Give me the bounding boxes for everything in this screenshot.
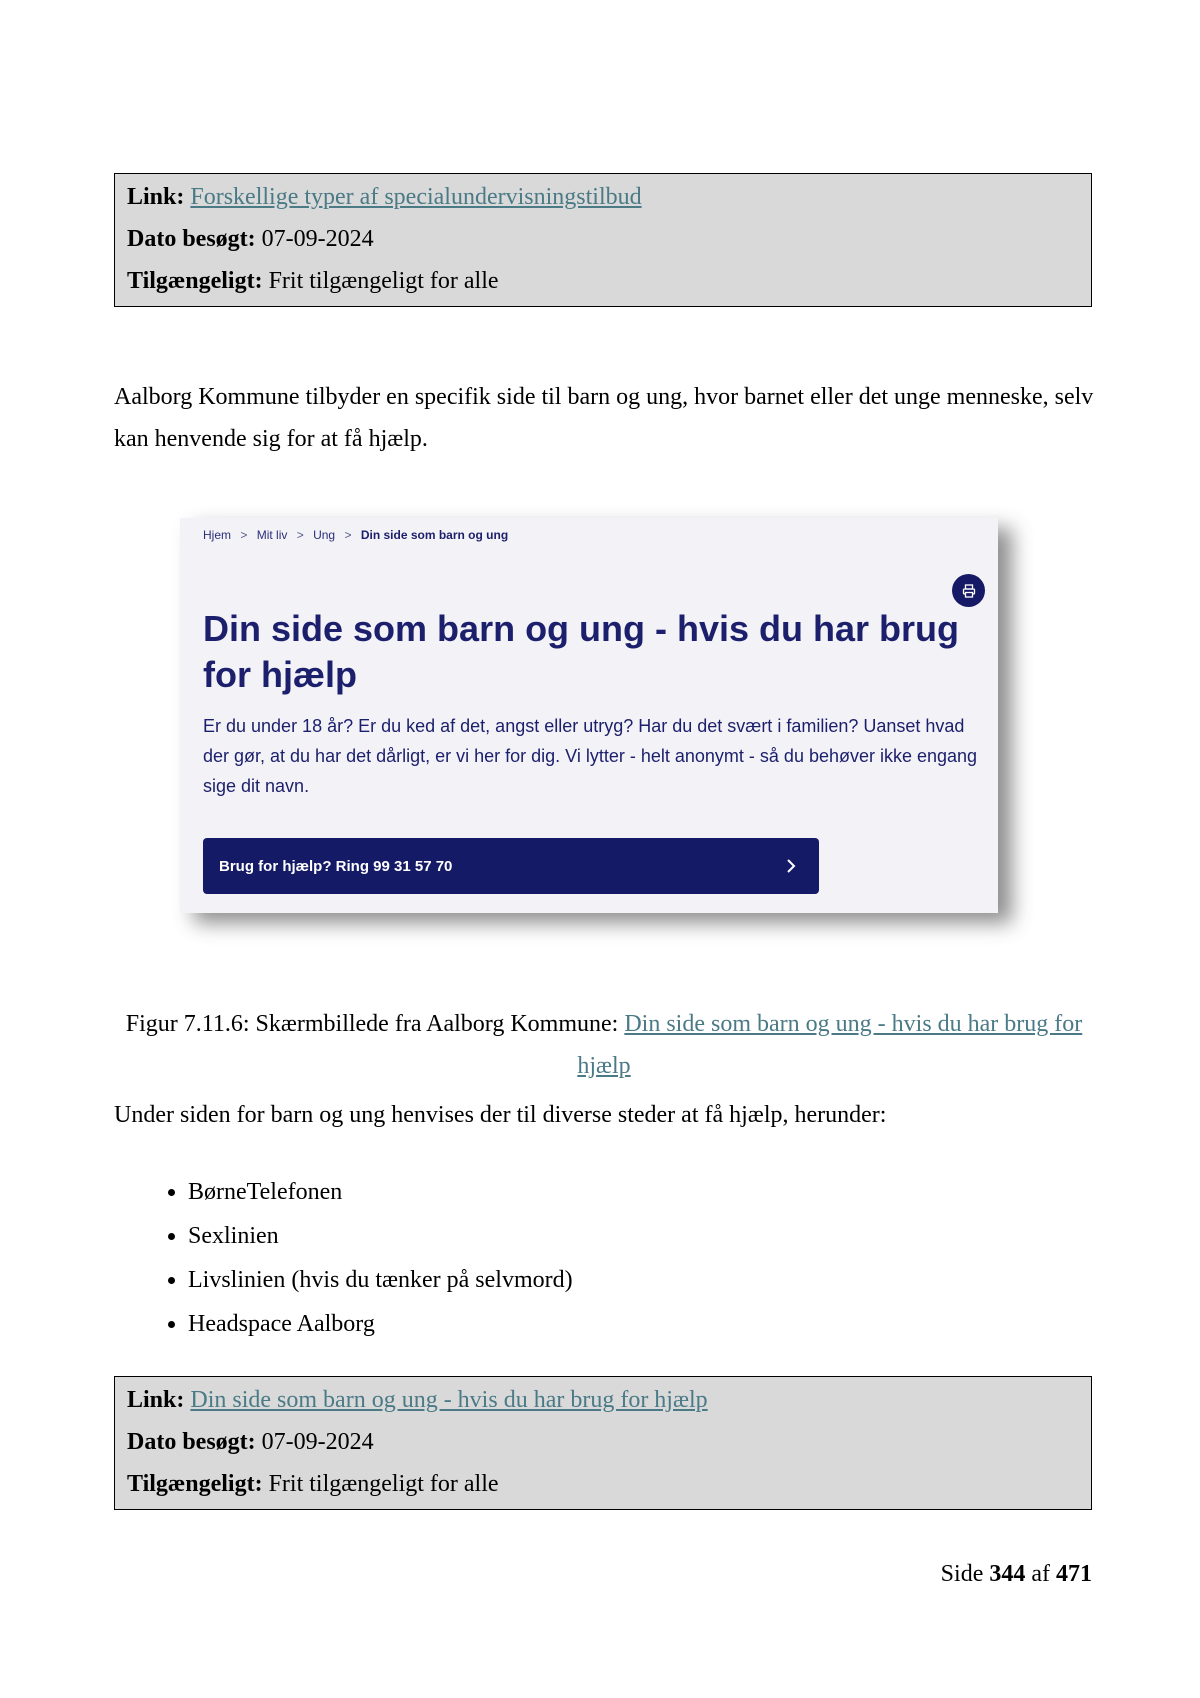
embedded-screenshot	[180, 518, 998, 913]
breadcrumb-item-current: Din side som barn og ung	[360, 528, 509, 542]
page-number	[941, 1561, 1092, 1588]
link-label: Link:	[127, 184, 185, 210]
date-value: 07-09-2024	[261, 226, 374, 252]
total-pages: 471	[1056, 1561, 1092, 1587]
caption-prefix: Figur 7.11.6: Skærmbillede fra Aalborg Kommune:	[125, 1011, 625, 1037]
breadcrumb-item-mit-liv[interactable]: Mit liv	[256, 528, 288, 542]
breadcrumb	[203, 528, 514, 542]
access-row	[127, 1463, 1079, 1505]
help-places-list	[114, 1170, 573, 1346]
call-for-help-label: Brug for hjælp? Ring 99 31 57 70	[219, 857, 453, 875]
info-box-barn-og-ung	[114, 1376, 1092, 1510]
list-item: • BørneTelefonen	[188, 1170, 573, 1214]
date-label: Dato besøgt:	[127, 226, 256, 252]
access-value: Frit tilgængeligt for alle	[268, 1471, 499, 1497]
intro-text: Er du under 18 år? Er du ked af det, angst eller utryg? Har du det svært i familien? Uanset hvad der gør, at du har det dårligt, er vi her for dig. Vi lytter - helt anonymt - så du behøver ikke engang sige dit navn.	[203, 716, 978, 796]
link-row	[127, 176, 1079, 218]
breadcrumb-separator: >	[240, 528, 248, 542]
list-item: • Livslinien (hvis du tænker på selvmord)	[188, 1258, 573, 1302]
breadcrumb-separator: >	[296, 528, 304, 542]
current-page: 344	[989, 1561, 1026, 1587]
breadcrumb-separator: >	[344, 528, 352, 542]
specialundervisning-link[interactable]: Forskellige typer af specialundervisningstilbud	[190, 184, 642, 210]
breadcrumb-item-ung[interactable]: Ung	[313, 528, 336, 542]
chevron-right-icon	[785, 857, 797, 875]
print-button[interactable]	[952, 574, 985, 607]
caption-link[interactable]: Din side som barn og ung - hvis du har brug for hjælp	[577, 1011, 1083, 1079]
link-row	[127, 1379, 1079, 1421]
info-box-specialundervisning	[114, 173, 1092, 307]
printer-icon	[961, 583, 977, 599]
list-item: • Headspace Aalborg	[188, 1302, 573, 1346]
page-middle: af	[1031, 1561, 1050, 1587]
date-row	[127, 1421, 1079, 1463]
intro-paragraph: Aalborg Kommune tilbyder en specifik side til barn og ung, hvor barnet eller det unge menneske, selv kan henvende sig for at få hjælp.	[114, 384, 1094, 452]
page-title: Din side som barn og ung - hvis du har brug for hjælp	[203, 608, 960, 695]
list-item: • Sexlinien	[188, 1214, 573, 1258]
access-label: Tilgængeligt:	[127, 268, 263, 294]
breadcrumb-item-hjem[interactable]: Hjem	[203, 528, 232, 542]
figure-caption	[114, 1003, 1094, 1087]
link-label: Link:	[127, 1387, 185, 1413]
access-value: Frit tilgængeligt for alle	[268, 268, 499, 294]
date-row	[127, 218, 1079, 260]
screenshot-frame	[180, 518, 998, 913]
access-label: Tilgængeligt:	[127, 1471, 263, 1497]
call-for-help-button[interactable]	[203, 838, 819, 894]
page-prefix: Side	[940, 1561, 984, 1587]
barn-og-ung-link[interactable]: Din side som barn og ung - hvis du har brug for hjælp	[190, 1387, 708, 1413]
date-label: Dato besøgt:	[127, 1429, 256, 1455]
access-row	[127, 260, 1079, 302]
date-value: 07-09-2024	[261, 1429, 374, 1455]
help-places-paragraph: Under siden for barn og ung henvises der til diverse steder at få hjælp, herunder:	[114, 1102, 887, 1128]
